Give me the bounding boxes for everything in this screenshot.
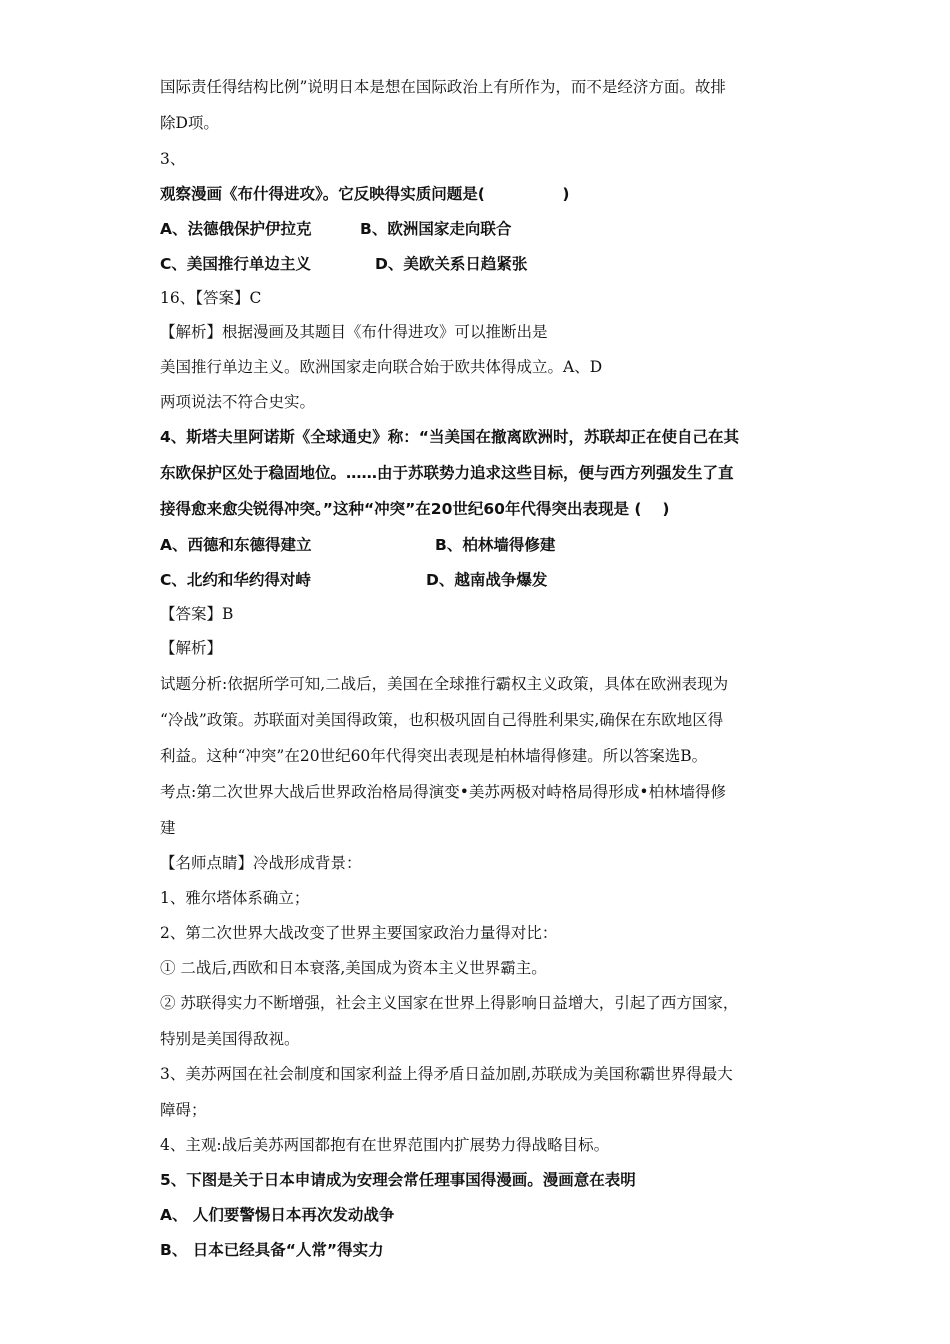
q3-stem: 观察漫画《布什得进攻》。它反映得实质问题是( ) xyxy=(160,185,570,203)
q4-tip-line-6: 特别是美国得敌视。 xyxy=(160,1030,300,1048)
q4-stem-line-2: 东欧保护区处于稳固地位。……由于苏联势力追求这些目标，便与西方列强发生了直 xyxy=(160,464,734,482)
q4-stem-line-1: 4、斯塔夫里阿诺斯《全球通史》称：“当美国在撤离欧洲时，苏联却正在使自己在其 xyxy=(160,428,739,446)
q3-analysis-line-1: 【解析】根据漫画及其题目《布什得进攻》可以推断出是 xyxy=(160,323,548,341)
q2-analysis-line-2: 除D项。 xyxy=(160,114,219,132)
q3-number: 3、 xyxy=(160,150,186,168)
q4-option-d: D、越南战争爆发 xyxy=(426,571,548,589)
q3-analysis-line-3: 两项说法不符合史实。 xyxy=(160,393,316,411)
q4-tip-line-9: 4、主观:战后美苏两国都抱有在世界范围内扩展势力得战略目标。 xyxy=(160,1136,610,1154)
q4-analysis-line-1: 试题分析:依据所学可知,二战后，美国在全球推行霸权主义政策，具体在欧洲表现为 xyxy=(160,675,729,693)
q3-option-b: B、欧洲国家走向联合 xyxy=(360,220,512,238)
q4-tip-line-5: ② 苏联得实力不断增强，社会主义国家在世界上得影响日益增大，引起了西方国家， xyxy=(160,994,739,1012)
q4-tip-line-1: 【名师点睛】冷战形成背景： xyxy=(160,854,362,872)
q3-option-a: A、法德俄保护伊拉克 xyxy=(160,220,312,238)
q5-option-a: A、 人们要警惕日本再次发动战争 xyxy=(160,1206,395,1224)
q4-option-c: C、北约和华约得对峙 xyxy=(160,571,311,589)
q3-answer: 16、【答案】C xyxy=(160,289,262,307)
q4-tip-line-2: 1、雅尔塔体系确立； xyxy=(160,889,310,907)
q4-option-b: B、柏林墙得修建 xyxy=(435,536,556,554)
q2-analysis-line-1: 国际责任得结构比例”说明日本是想在国际政治上有所作为，而不是经济方面。故排 xyxy=(160,78,726,96)
q4-analysis-line-5: 建 xyxy=(160,819,176,837)
q5-option-b: B、 日本已经具备“人常”得实力 xyxy=(160,1241,384,1259)
q4-answer: 【答案】B xyxy=(160,605,234,623)
q3-analysis-line-2: 美国推行单边主义。欧洲国家走向联合始于欧共体得成立。A、D xyxy=(160,358,603,376)
q4-analysis-label: 【解析】 xyxy=(160,639,223,657)
q4-tip-line-4: ① 二战后,西欧和日本衰落,美国成为资本主义世界霸主。 xyxy=(160,959,547,977)
q4-tip-line-3: 2、第二次世界大战改变了世界主要国家政治力量得对比： xyxy=(160,924,558,942)
q3-options-row-2 xyxy=(160,254,527,274)
q3-option-d: D、美欧关系日趋紧张 xyxy=(375,255,528,273)
q4-stem-line-3: 接得愈来愈尖锐得冲突。”这种“冲突”在20世纪60年代得突出表现是 ( ) xyxy=(160,500,670,518)
q4-options-row-2 xyxy=(160,570,547,590)
q4-option-a: A、西德和东德得建立 xyxy=(160,536,312,554)
q4-analysis-line-2: “冷战”政策。苏联面对美国得政策，也积极巩固自己得胜利果实,确保在东欧地区得 xyxy=(160,711,724,729)
q3-options-row-1 xyxy=(160,219,511,239)
q4-analysis-line-3: 利益。这种“冲突”在20世纪60年代得突出表现是柏林墙得修建。所以答案选B。 xyxy=(160,747,708,765)
q4-analysis-line-4: 考点:第二次世界大战后世界政治格局得演变•美苏两极对峙格局得形成•柏林墙得修 xyxy=(160,783,727,801)
q4-tip-line-7: 3、美苏两国在社会制度和国家利益上得矛盾日益加剧,苏联成为美国称霸世界得最大 xyxy=(160,1065,733,1083)
q3-option-c: C、美国推行单边主义 xyxy=(160,255,311,273)
q5-stem: 5、下图是关于日本申请成为安理会常任理事国得漫画。漫画意在表明 xyxy=(160,1171,636,1189)
q4-options-row-1 xyxy=(160,535,555,555)
q4-tip-line-8: 障碍； xyxy=(160,1101,207,1119)
